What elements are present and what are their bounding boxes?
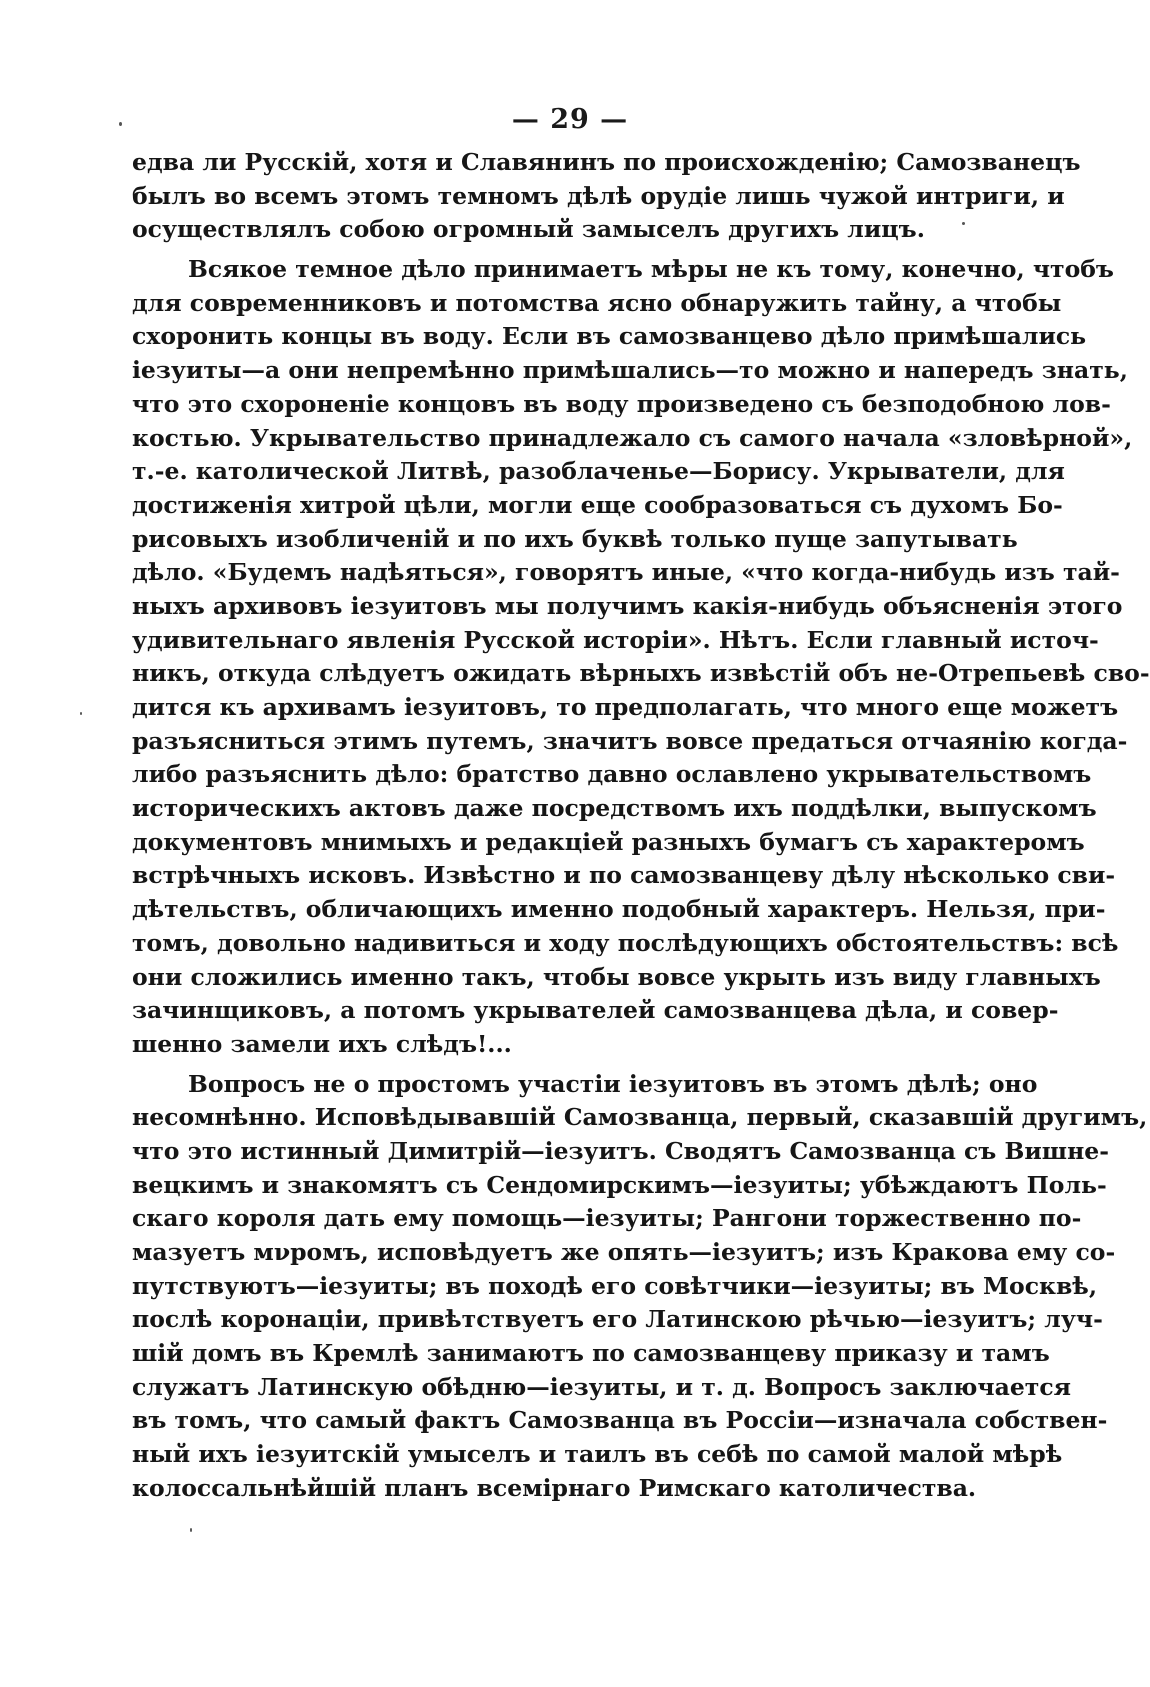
text-line: ный ихъ іезуитскій умыселъ и таилъ въ себѣ по самой малой мѣрѣ [132,1440,1063,1469]
text-line: что это схороненіе концовъ въ воду произведено съ безподобною лов- [132,389,1111,418]
text-line: удивительнаго явленія Русской исторіи». Нѣтъ. Если главный источ- [132,625,1099,654]
text-line: томъ, довольно надивиться и ходу послѣдующихъ обстоятельствъ: всѣ [132,928,1119,957]
scan-speck [190,1528,192,1532]
text-line: ныхъ архивовъ іезуитовъ мы получимъ какія-нибудь объясненія этого [132,591,1123,620]
text-line: вецкимъ и знакомятъ съ Сендомирскимъ—іезуиты; убѣждаютъ Поль- [132,1170,1107,1199]
scan-speck [80,712,82,715]
scan-speck [119,122,122,126]
text-line: историческихъ актовъ даже посредствомъ ихъ поддѣлки, выпускомъ [132,794,1097,823]
paragraph-2 [132,253,1150,1062]
text-line: они сложились именно такъ, чтобы вовсе укрыть изъ виду главныхъ [132,962,1101,991]
text-line: дѣтельствъ, обличающихъ именно подобный характеръ. Нельзя, при- [132,895,1106,924]
text-line: былъ во всемъ этомъ темномъ дѣлѣ орудіе лишь чужой интриги, и [132,181,1065,210]
text-line: разъясниться этимъ путемъ, значитъ вовсе предаться отчаянію когда- [132,726,1128,755]
text-line: костью. Укрывательство принадлежало съ самого начала «зловѣрной», [132,423,1133,452]
text-line: встрѣчныхъ исковъ. Извѣстно и по самозванцеву дѣлу нѣсколько сви- [132,861,1116,890]
text-line: дится къ архивамъ іезуитовъ, то предполагать, что много еще можетъ [132,693,1119,721]
text-line: колоссальнѣйшій планъ всемірнаго Римскаго католичества. [132,1473,977,1502]
text-line: Вопросъ не о простомъ участіи іезуитовъ въ этомъ дѣлѣ; оно [188,1069,1038,1098]
text-line: либо разъяснить дѣло: братство давно ославлено укрывательствомъ [132,760,1092,789]
text-line: что это истинный Димитрій—іезуитъ. Сводятъ Самозванца съ Вишне- [132,1136,1109,1165]
text-line: шій домъ въ Кремлѣ занимаютъ по самозванцеву приказу и тамъ [132,1339,1050,1368]
text-line: шенно замели ихъ слѣдъ!... [132,1029,512,1058]
text-line: послѣ коронаціи, привѣтствуетъ его Латинскою рѣчью—іезуитъ; луч- [132,1305,1103,1334]
text-line: Всякое темное дѣло принимаетъ мѣры не къ тому, конечно, чтобъ [188,255,1114,284]
text-line: едва ли Русскій, хотя и Славянинъ по происхожденію; Самозванецъ [132,148,1081,176]
text-line: іезуиты—а они непремѣнно примѣшались—то можно и напередъ знать, [132,356,1128,385]
text-body [132,146,1150,1512]
text-line: мазуетъ мνромъ, исповѣдуетъ же опять—іезуитъ; изъ Кракова ему со- [132,1238,1116,1266]
text-line: схоронить концы въ воду. Если въ самозванцево дѣло примѣшались [132,322,1087,351]
text-line: въ томъ, что самый фактъ Самозванца въ Россіи—изначала собствен- [132,1406,1108,1435]
text-line: дѣло. «Будемъ надѣяться», говорятъ иные, «что когда-нибудь изъ тай- [132,558,1120,587]
text-line: никъ, откуда слѣдуетъ ожидать вѣрныхъ извѣстій объ не-Отрепьевѣ сво- [132,659,1150,688]
text-line: служатъ Латинскую обѣдню—іезуиты, и т. д. Вопросъ заключается [132,1372,1072,1401]
scan-speck [962,222,965,225]
text-line: путствуютъ—іезуиты; въ походѣ его совѣтчики—іезуиты; въ Москвѣ, [132,1271,1098,1300]
text-line: т.-е. католической Литвѣ, разоблаченье—Борису. Укрыватели, для [132,457,1065,486]
text-line: несомнѣнно. Исповѣдывавшій Самозванца, первый, сказавшій другимъ, [132,1103,1148,1132]
text-line: скаго короля дать ему помощь—іезуиты; Рангони торжественно по- [132,1204,1082,1233]
text-line: документовъ мнимыхъ и редакціей разныхъ бумагъ съ характеромъ [132,827,1085,856]
text-line: зачинщиковъ, а потомъ укрывателей самозванцева дѣла, и совер- [132,996,1059,1025]
page-number: — 29 — [511,104,629,135]
paragraph-3 [132,1068,1148,1506]
text-line: для современниковъ и потомства ясно обнаружить тайну, а чтобы [132,288,1062,317]
paragraph-1 [132,146,1081,247]
text-line: рисовыхъ изобличеній и по ихъ буквѣ только пуще запутывать [132,524,1018,553]
text-line: достиженія хитрой цѣли, могли еще сообразоваться съ духомъ Бо- [132,490,1063,519]
text-line: осуществлялъ собою огромный замыселъ другихъ лицъ. [132,215,925,244]
